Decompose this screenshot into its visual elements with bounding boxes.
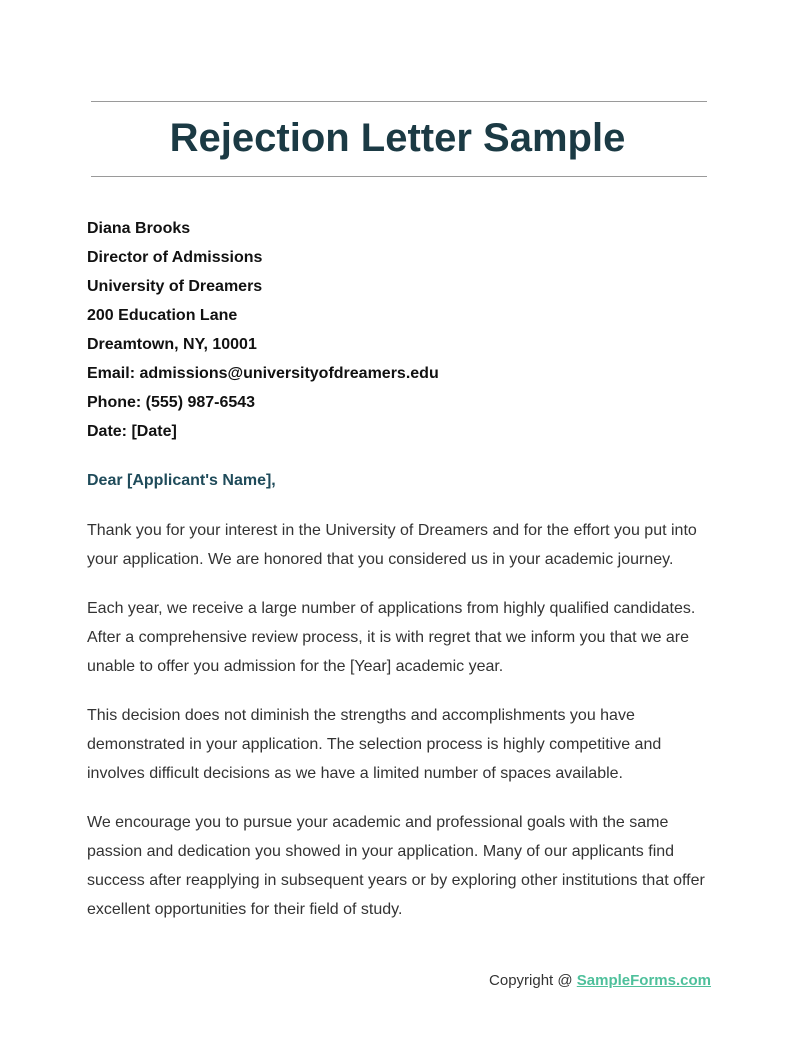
paragraph-line: Each year, we receive a large number of applications from highly qualified candidates.: [87, 600, 696, 617]
sender-phone: Phone: (555) 987-6543: [87, 394, 256, 411]
paragraph-line: involves difficult decisions as we have a limited number of spaces available.: [87, 765, 623, 782]
paragraph-line: After a comprehensive review process, it is with regret that we inform you that we are: [87, 629, 690, 646]
paragraph-line: This decision does not diminish the strengths and accomplishments you have: [87, 707, 635, 724]
paragraph-line: success after reapplying in subsequent years or by exploring other institutions that offer: [87, 872, 705, 889]
page-title: Rejection Letter Sample: [169, 116, 626, 160]
sender-institution: University of Dreamers: [87, 278, 263, 295]
paragraph-encouragement: [87, 808, 717, 924]
paragraph-line: unable to offer you admission for the [Year] academic year.: [87, 658, 504, 675]
sender-block: [87, 214, 439, 446]
title-rule-top: [91, 101, 707, 102]
letter-body: [87, 516, 717, 944]
sender-position: Director of Admissions: [87, 249, 263, 266]
sender-name: Diana Brooks: [87, 220, 191, 237]
paragraph-line: passion and dedication you showed in your application. Many of our applicants find: [87, 843, 675, 860]
title-rule-bottom: [91, 176, 707, 177]
paragraph-thanks: [87, 516, 717, 574]
paragraph-line: excellent opportunities for their field of study.: [87, 901, 403, 918]
sender-street: 200 Education Lane: [87, 307, 238, 324]
sender-email: Email: admissions@universityofdreamers.edu: [87, 365, 439, 382]
paragraph-line: demonstrated in your application. The selection process is highly competitive and: [87, 736, 662, 753]
copyright-footer: [489, 970, 711, 992]
paragraph-line: your application. We are honored that you considered us in your academic journey.: [87, 551, 674, 568]
brand-link[interactable]: SampleForms.com: [576, 972, 711, 989]
paragraph-line: We encourage you to pursue your academic and professional goals with the same: [87, 814, 669, 831]
salutation: Dear [Applicant's Name],: [87, 472, 276, 489]
sender-city: Dreamtown, NY, 10001: [87, 336, 257, 353]
copyright-text: Copyright @: [489, 972, 577, 989]
paragraph-strengths: [87, 701, 717, 788]
letter-date: Date: [Date]: [87, 423, 177, 440]
paragraph-line: Thank you for your interest in the University of Dreamers and for the effort you put into: [87, 522, 697, 539]
paragraph-decision: [87, 594, 717, 681]
